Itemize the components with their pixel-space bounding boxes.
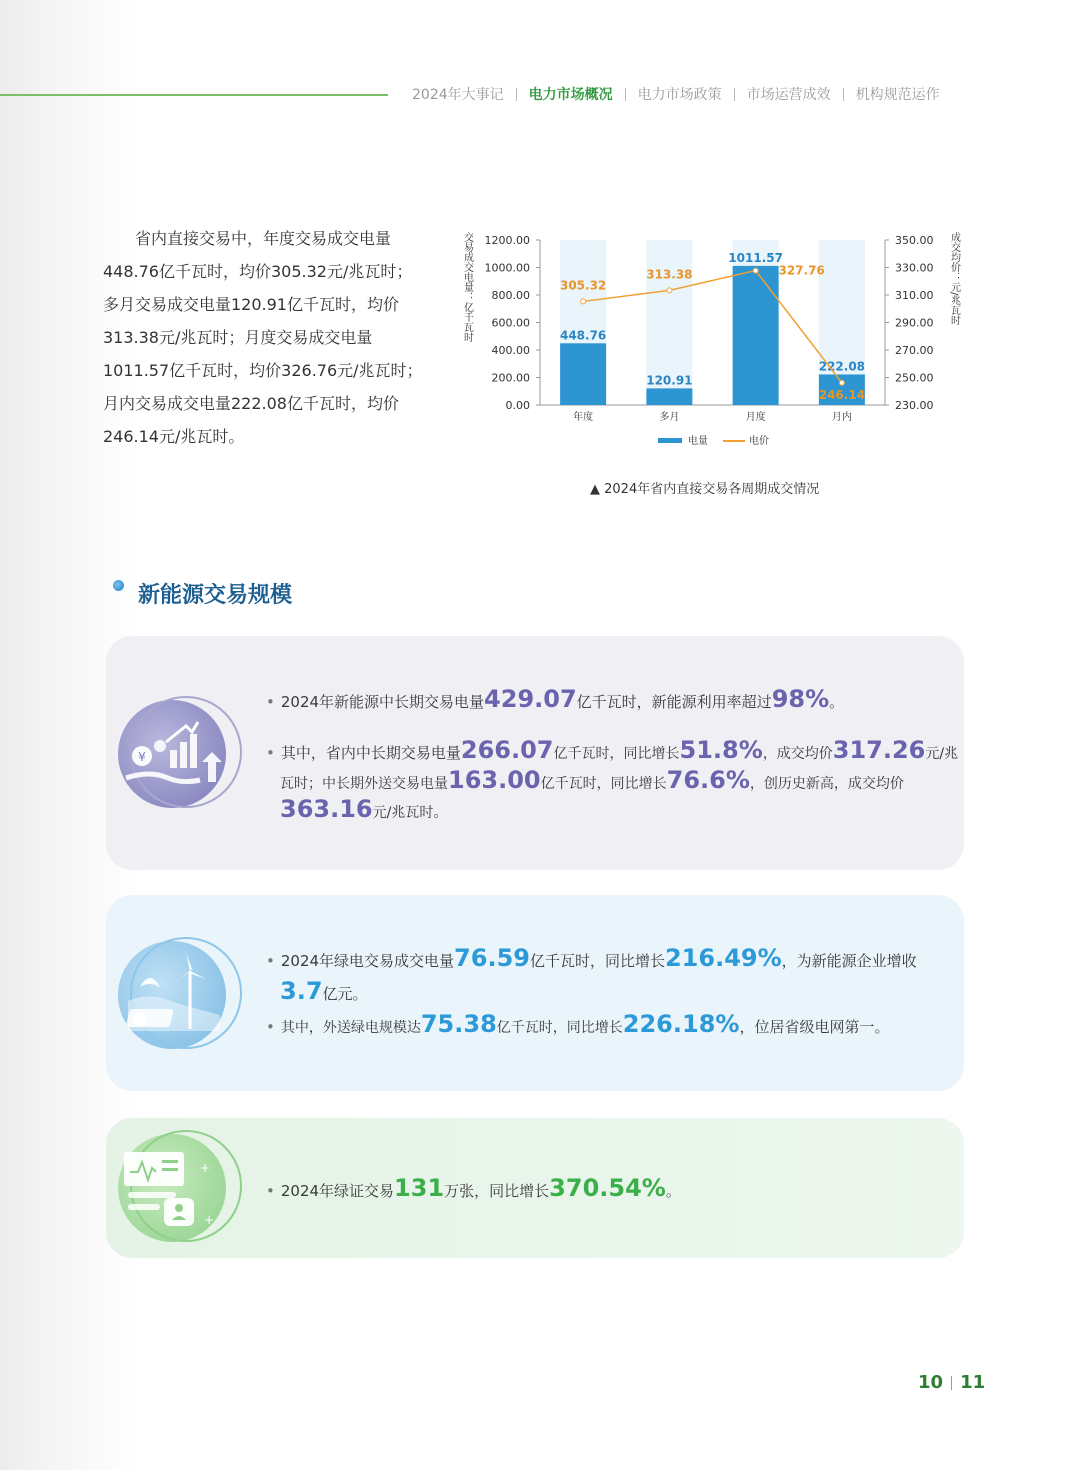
line-data-label: 246.14 [818, 387, 866, 402]
y-tick-label-right: 270.00 [895, 344, 934, 357]
intro-line: 448.76亿千瓦时，均价305.32元/兆瓦时； [103, 262, 413, 281]
header-rule [0, 94, 388, 96]
intro-line: 月内交易成交电量222.08亿千瓦时，均价 [103, 394, 399, 413]
stat-value: 131 [394, 1174, 445, 1202]
stat-value: 370.54% [549, 1174, 666, 1202]
card2-line-1: • 2024年绿电交易成交电量76.59亿千瓦时，同比增长216.49%，为新能源企业增收 [266, 944, 917, 972]
stat-value: 76.59 [454, 944, 530, 972]
y-axis-title-left: 交易成交电量：亿千瓦时 [461, 232, 473, 342]
stat-value: 266.07 [460, 736, 554, 764]
price-point [581, 299, 586, 304]
price-point [753, 268, 758, 273]
stat-value: 429.07 [484, 685, 577, 713]
y-tick-label-right: 290.00 [895, 316, 934, 330]
bar [646, 388, 692, 405]
nav-item-organization[interactable]: 机构规范运作 [855, 87, 940, 103]
line-data-label: 305.32 [559, 278, 607, 293]
y-axis-title-right: 成交均价：元/兆瓦时 [948, 232, 960, 326]
intro-line: 1011.57亿千瓦时，均价326.76元/兆瓦时； [103, 361, 423, 380]
section-bullet-icon [113, 580, 124, 591]
green-energy-icon [108, 941, 238, 1051]
card2-line-2: 3.7亿元。 [280, 977, 368, 1005]
bar-growth-glyph [120, 718, 230, 798]
stat-value: 226.18% [622, 1010, 740, 1038]
x-tick-label: 年度 [573, 412, 594, 423]
stat-value: 163.00 [448, 766, 541, 794]
chart-canvas [455, 228, 975, 463]
line-data-label: 313.38 [646, 267, 693, 282]
bar-data-label: 120.91 [646, 373, 693, 388]
stat-value: 216.49% [664, 944, 782, 972]
stat-value: 3.7 [280, 977, 323, 1005]
combo-chart [455, 228, 975, 463]
x-tick-label: 多月 [659, 412, 680, 423]
bar [560, 343, 606, 405]
money-growth-icon [108, 700, 238, 810]
svg-text:¥: ¥ [138, 750, 146, 764]
nav-item-results[interactable]: 市场运营成效 [746, 87, 831, 103]
y-tick-label-left: 600.00 [491, 316, 530, 330]
bar-data-label: 222.08 [818, 359, 866, 374]
y-tick-label-right: 230.00 [895, 399, 934, 412]
certificate-glyph [120, 1148, 230, 1232]
intro-line: 246.14元/兆瓦时。 [103, 427, 245, 446]
legend-label-line: 电价 [749, 436, 769, 447]
card2-line-3: • 其中，外送绿电规模达75.38亿千瓦时，同比增长226.18%，位居省级电网第一。 [266, 1010, 890, 1038]
legend-label-bar: 电量 [688, 436, 708, 447]
y-tick-label-left: 0.00 [505, 399, 530, 412]
nav-item-policy[interactable]: 电力市场政策 [637, 87, 722, 103]
intro-line: 313.38元/兆瓦时；月度交易成交电量 [103, 328, 373, 347]
y-tick-label-left: 800.00 [491, 289, 530, 302]
stat-value: 98% [771, 685, 830, 713]
bar-data-label: 1011.57 [728, 250, 783, 265]
card3-line-1: • 2024年绿证交易131万张，同比增长370.54%。 [266, 1174, 681, 1202]
y-tick-label-left: 1000.00 [484, 261, 530, 275]
price-line [583, 271, 842, 383]
nav-item-overview[interactable]: 电力市场概况 [528, 87, 613, 103]
nav-item-events[interactable]: 2024年大事记 [412, 87, 504, 103]
certificate-icon [108, 1134, 238, 1244]
svg-text:+: + [204, 1213, 215, 1227]
stat-value: 76.6% [666, 766, 750, 794]
section-title: 新能源交易规模 [138, 583, 293, 608]
stat-value: 317.26 [832, 736, 926, 764]
intro-line: 省内直接交易中，年度交易成交电量 [135, 229, 392, 248]
svg-text:+: + [200, 1161, 211, 1175]
card1-line-1: • 2024年新能源中长期交易电量429.07亿千瓦时，新能源利用率超过98%。 [266, 685, 845, 713]
y-tick-label-right: 330.00 [895, 261, 934, 275]
intro-line: 多月交易成交电量120.91亿千瓦时，均价 [103, 295, 399, 314]
y-tick-label-right: 310.00 [895, 289, 934, 302]
card1-line-4: 363.16元/兆瓦时。 [280, 795, 448, 823]
stat-value: 75.38 [420, 1010, 497, 1038]
chart-caption: ▲ 2024年省内直接交易各周期成交情况 [590, 482, 820, 497]
stat-value: 51.8% [679, 736, 763, 764]
card1-line-3: 瓦时；中长期外送交易电量163.00亿千瓦时，同比增长76.6%，创历史新高，成交均价 [280, 766, 904, 794]
card1-line-2: • 其中，省内中长期交易电量266.07亿千瓦时，同比增长51.8%，成交均价317.26元/兆 [266, 736, 959, 764]
legend-swatch-bar [658, 438, 682, 443]
y-tick-label-left: 400.00 [491, 344, 530, 357]
page-number-right: 11 [960, 1372, 986, 1393]
bar-data-label: 448.76 [559, 328, 607, 343]
bar [733, 266, 779, 405]
y-tick-label-right: 250.00 [895, 371, 934, 385]
line-data-label: 327.76 [778, 263, 825, 278]
card-new-energy-trade [106, 636, 964, 870]
intro-paragraph [103, 222, 421, 453]
stat-value: 363.16 [280, 795, 373, 823]
x-tick-label: 月内 [831, 412, 852, 423]
y-tick-label-right: 350.00 [895, 234, 934, 247]
card-green-power-trade [106, 895, 964, 1091]
y-tick-label-left: 200.00 [491, 371, 530, 385]
x-tick-label: 月度 [745, 412, 766, 423]
header-nav [400, 84, 952, 104]
page-numbers [918, 1372, 985, 1393]
price-point [839, 380, 844, 385]
card-green-certificate [106, 1118, 964, 1258]
wind-solar-glyph [120, 951, 230, 1041]
price-point [667, 288, 672, 293]
page-number-left: 10 [918, 1372, 944, 1393]
y-tick-label-left: 1200.00 [484, 234, 530, 247]
